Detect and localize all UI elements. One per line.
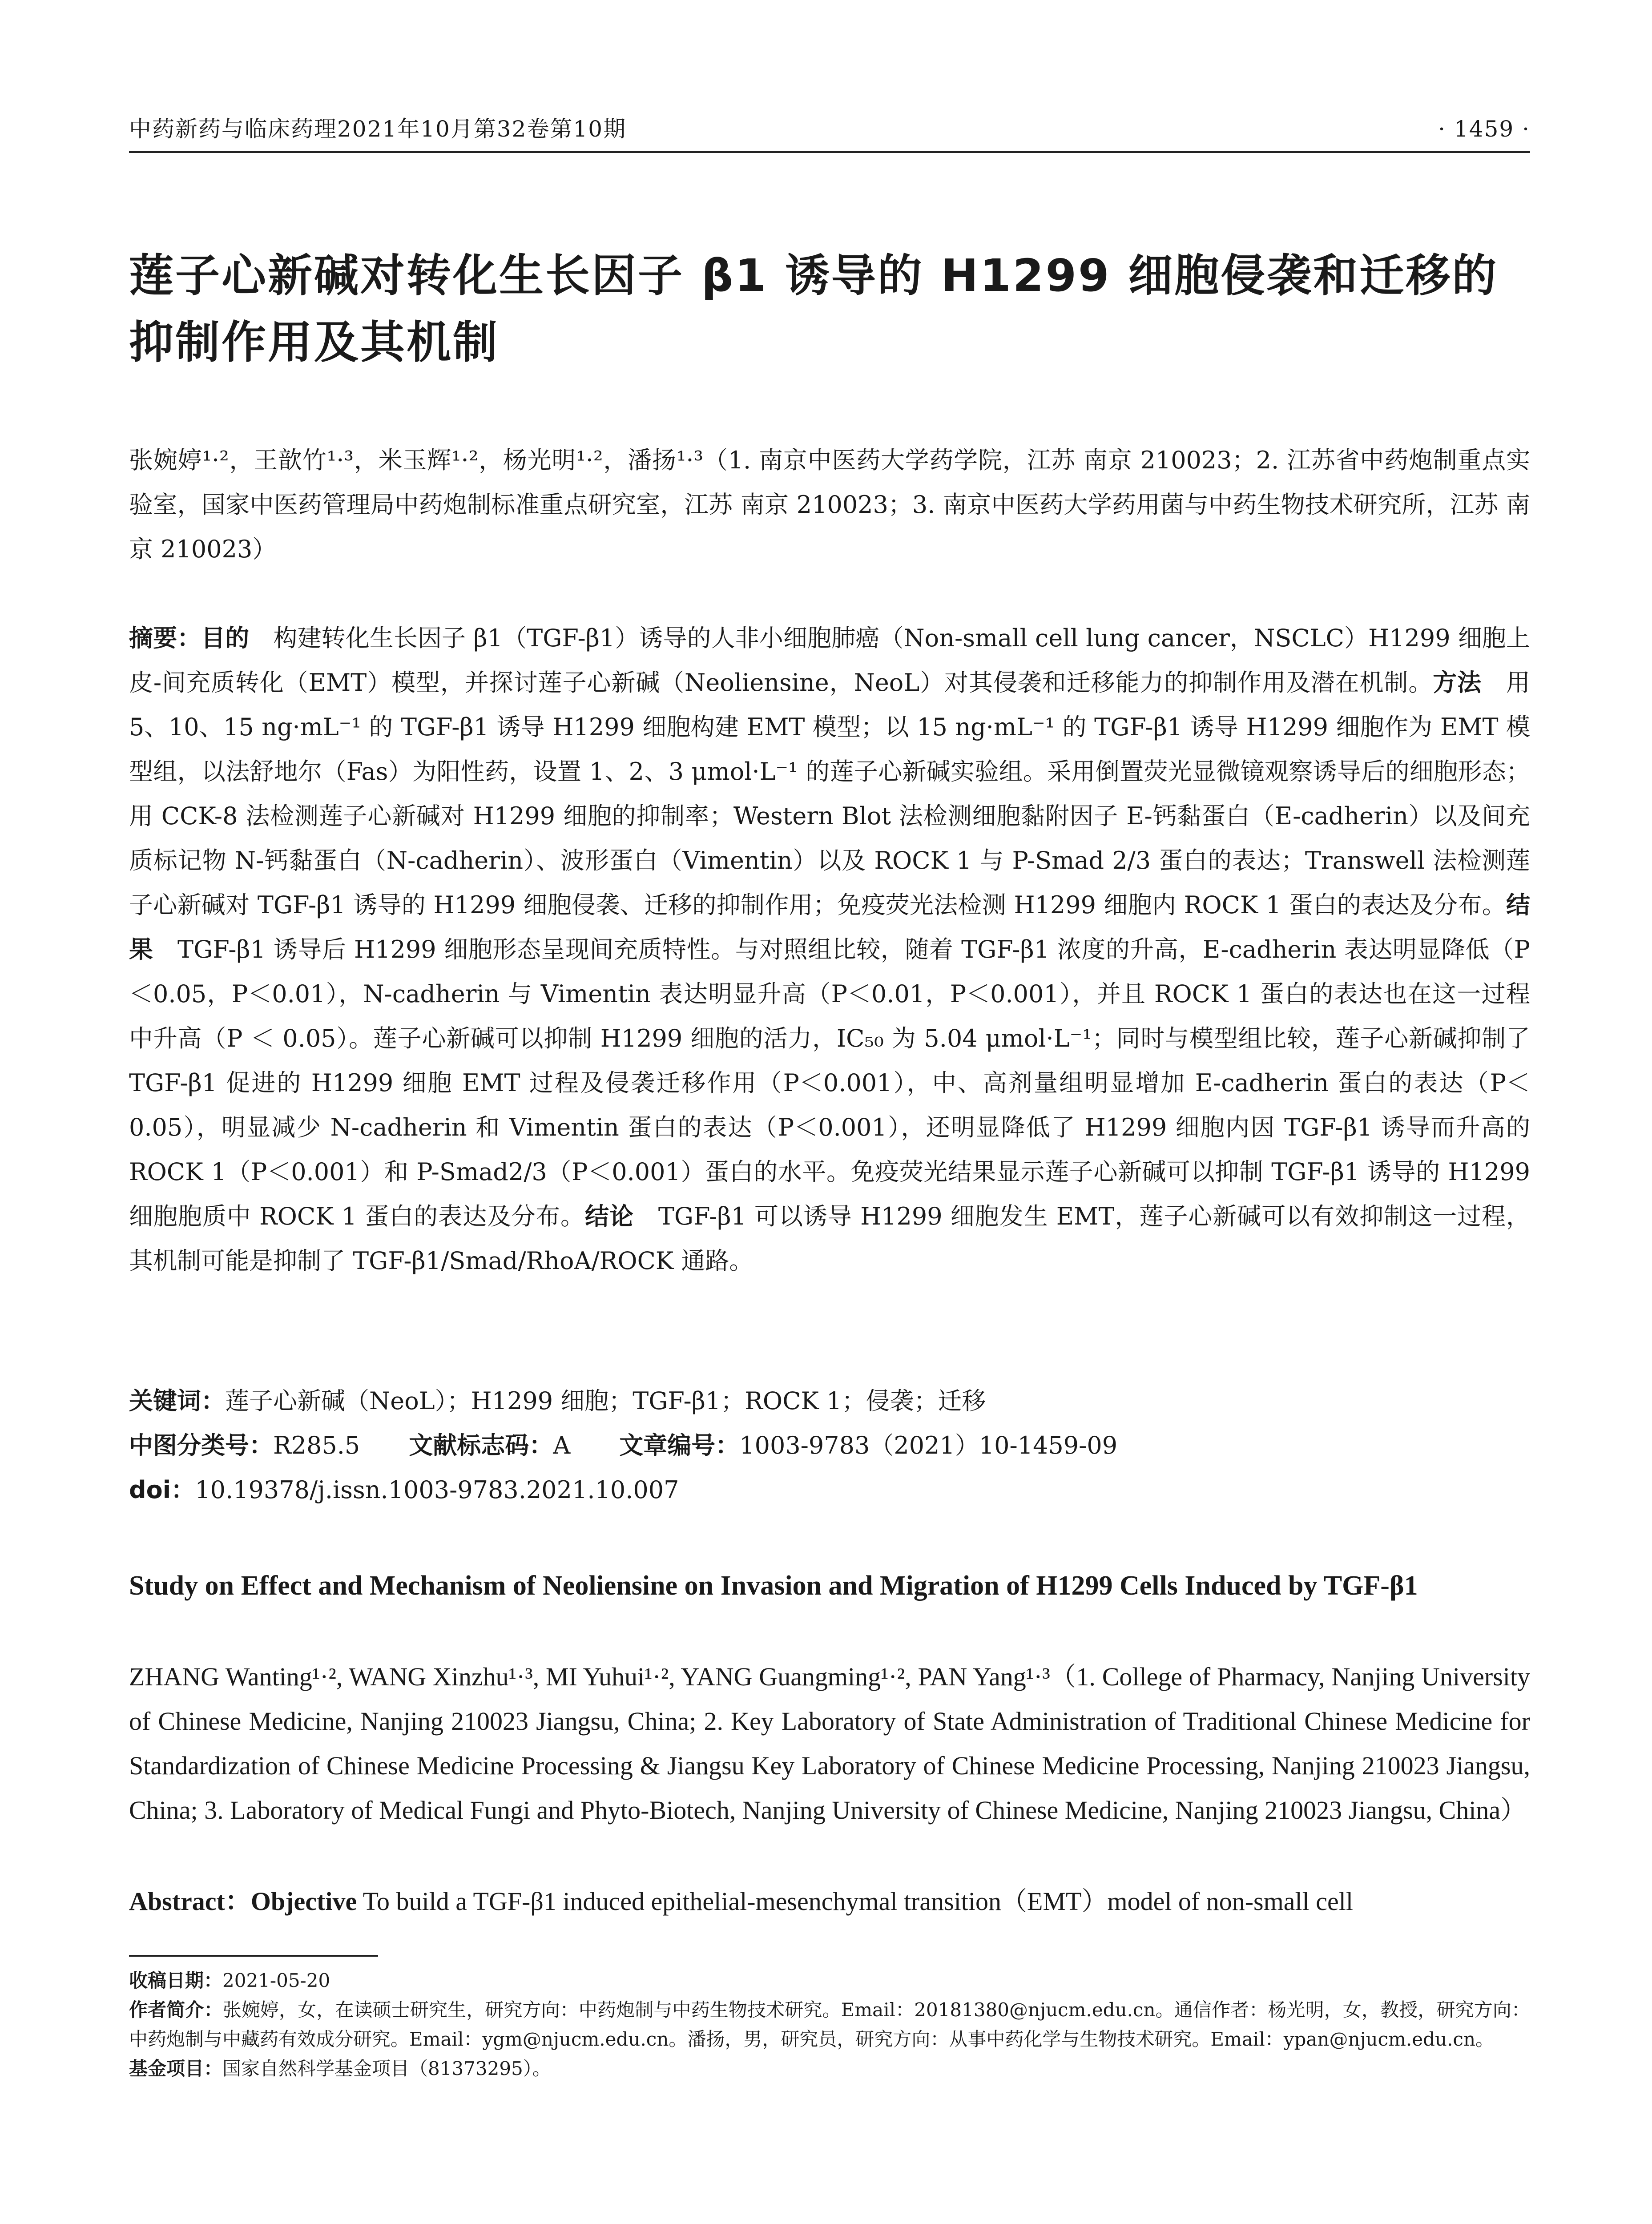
conclusion-label: 结论 [584, 1202, 634, 1230]
doi-line [129, 1468, 1530, 1512]
abstract-en-label: Abstract： [129, 1887, 251, 1916]
author-bio-label: 作者简介： [129, 1999, 223, 2021]
objective-text: 构建转化生长因子 β1（TGF-β1）诱导的人非小细胞肺癌（Non-small cell lung cancer，NSCLC）H1299 细胞上皮-间充质转化（EMT）模型，并探讨莲子心新碱（Neoliensine，NeoL）对其侵袭和迁移能力的抑制作用及潜在机制。 [129, 624, 1531, 697]
keywords-line [129, 1379, 1530, 1423]
methods-label: 方法 [1433, 669, 1482, 697]
clc-label: 中图分类号： [129, 1431, 273, 1459]
received-label: 收稿日期： [129, 1970, 223, 1991]
author-bio [129, 1995, 1530, 2054]
running-header [129, 111, 1530, 143]
funding [129, 2054, 1530, 2083]
funding-value: 国家自然科学基金项目（81373295）。 [222, 2058, 551, 2079]
objective-en-label: Objective [250, 1887, 357, 1916]
doi-label: doi： [129, 1476, 195, 1504]
abstract-label: 摘要： [129, 624, 201, 652]
footnote-rule [129, 1955, 378, 1957]
article-title-cn: 莲子心新碱对转化生长因子 β1 诱导的 H1299 细胞侵袭和迁移的抑制作用及其机制 [129, 250, 1499, 368]
classification-line [129, 1423, 1530, 1468]
author-bio-value: 张婉婷，女，在读硕士研究生，研究方向：中药炮制与中药生物技术研究。Email：20181380@njucm.edu.cn。通信作者：杨光明，女，教授，研究方向：中药炮制与中藏药有效成分研究。Email：ygm@njucm.edu.cn。潘扬，男，研究员，研究方向：从事中药化学与生物技术研究。Email：ypan@njucm.edu.cn。 [129, 1999, 1530, 2050]
funding-label: 基金项目： [129, 2058, 223, 2079]
page-number: · 1459 · [1438, 116, 1530, 142]
doc-code-label: 文献标志码： [409, 1431, 553, 1459]
authors-affiliations-cn: 张婉婷¹·²，王歆竹¹·³，米玉辉¹·²，杨光明¹·²，潘扬¹·³（1. 南京中医药大学药学院，江苏 南京 210023；2. 江苏省中药炮制重点实验室，国家中医药管理局中药炮制标准重点研究室，江苏 南京 210023；3. 南京中医药大学药用菌与中药生物技术研究所，江苏 南京 210023） [129, 446, 1530, 563]
authors-affiliations-en: ZHANG Wanting¹·², WANG Xinzhu¹·³, MI Yuhui¹·², YANG Guangming¹·², PAN Yang¹·³（1. College of Pharmacy, Nanjing University of Chinese Medicine, Nanjing 210023 Jiangsu, China; 2. Key Laboratory of State Administration of Traditional Chinese Medicine for Standardization of Chinese Medicine Processing & Jiangsu Key Laboratory of Chinese Medicine Processing, Nanjing 210023 Jiangsu, China; 3. Laboratory of Medical Fungi and Phyto-Biotech, Nanjing University of Chinese Medicine, Nanjing 210023 Jiangsu, China） [129, 1662, 1530, 1825]
results-text: TGF-β1 诱导后 H1299 细胞形态呈现间充质特性。与对照组比较，随着 TGF-β1 浓度的升高，E-cadherin 表达明显降低（P＜0.05，P＜0.01），N-cadherin 与 Vimentin 表达明显升高（P＜0.01，P＜0.001），并且 ROCK 1 蛋白的表达也在这一过程中升高（P ＜ 0.05）。莲子心新碱可以抑制 H1299 细胞的活力，IC₅₀ 为 5.04 μmol·L⁻¹；同时与模型组比较，莲子心新碱抑制了 TGF-β1 促进的 H1299 细胞 EMT 过程及侵袭迁移作用（P＜0.001），中、高剂量组明显增加 E-cadherin 蛋白的表达（P＜0.05），明显减少 N-cadherin 和 Vimentin 蛋白的表达（P＜0.001），还明显降低了 H1299 细胞内因 TGF-β1 诱导而升高的 ROCK 1（P＜0.001）和 P-Smad2/3（P＜0.001）蛋白的水平。免疫荧光结果显示莲子心新碱可以抑制 TGF-β1 诱导的 H1299 细胞胞质中 ROCK 1 蛋白的表达及分布。 [129, 935, 1530, 1230]
objective-label: 目的 [201, 624, 250, 652]
methods-text: 用 5、10、15 ng·mL⁻¹ 的 TGF-β1 诱导 H1299 细胞构建 EMT 模型；以 15 ng·mL⁻¹ 的 TGF-β1 诱导 H1299 细胞作为 EMT 模型组，以法舒地尔（Fas）为阳性药，设置 1、2、3 μmol·L⁻¹ 的莲子心新碱实验组。采用倒置荧光显微镜观察诱导后的细胞形态；用 CCK-8 法检测莲子心新碱对 H1299 细胞的抑制率；Western Blot 法检测细胞黏附因子 E-钙黏蛋白（E-cadherin）以及间充质标记物 N-钙黏蛋白（N-cadherin）、波形蛋白（Vimentin）以及 ROCK 1 与 P-Smad 2/3 蛋白的表达；Transwell 法检测莲子心新碱对 TGF-β1 诱导的 H1299 细胞侵袭、迁移的抑制作用；免疫荧光法检测 H1299 细胞内 ROCK 1 蛋白的表达及分布。 [129, 669, 1531, 919]
header-rule [129, 151, 1530, 153]
article-title-en: Study on Effect and Mechanism of Neoliensine on Invasion and Migration of H1299 Cells Induced by TGF-β1 [129, 1571, 1418, 1601]
received-date [129, 1966, 1530, 1995]
journal-issue: 中药新药与临床药理2021年10月第32卷第10期 [129, 116, 627, 142]
abstract-cn [129, 616, 1530, 1283]
conclusion-text: TGF-β1 可以诱导 H1299 细胞发生 EMT，莲子心新碱可以有效抑制这一过程，其机制可能是抑制了 TGF-β1/Smad/RhoA/ROCK 通路。 [129, 1202, 1531, 1275]
article-meta [129, 1379, 1530, 1512]
footnotes [129, 1966, 1530, 2083]
doc-code-value: A [553, 1431, 571, 1459]
clc-value: R285.5 [273, 1431, 360, 1459]
article-no-value: 1003-9783（2021）10-1459-09 [739, 1431, 1118, 1459]
article-no-label: 文章编号： [619, 1431, 740, 1459]
doi-value[interactable]: 10.19378/j.issn.1003-9783.2021.10.007 [195, 1476, 679, 1504]
abstract-en-text: To build a TGF-β1 induced epithelial-mesenchymal transition（EMT）model of non-small cell [357, 1887, 1353, 1916]
received-value: 2021-05-20 [222, 1970, 330, 1991]
abstract-en [129, 1879, 1530, 1924]
results-label: 结果 [129, 891, 1530, 963]
keywords-value: 莲子心新碱（NeoL）；H1299 细胞；TGF-β1；ROCK 1；侵袭；迁移 [225, 1387, 986, 1415]
keywords-label: 关键词： [129, 1387, 225, 1415]
